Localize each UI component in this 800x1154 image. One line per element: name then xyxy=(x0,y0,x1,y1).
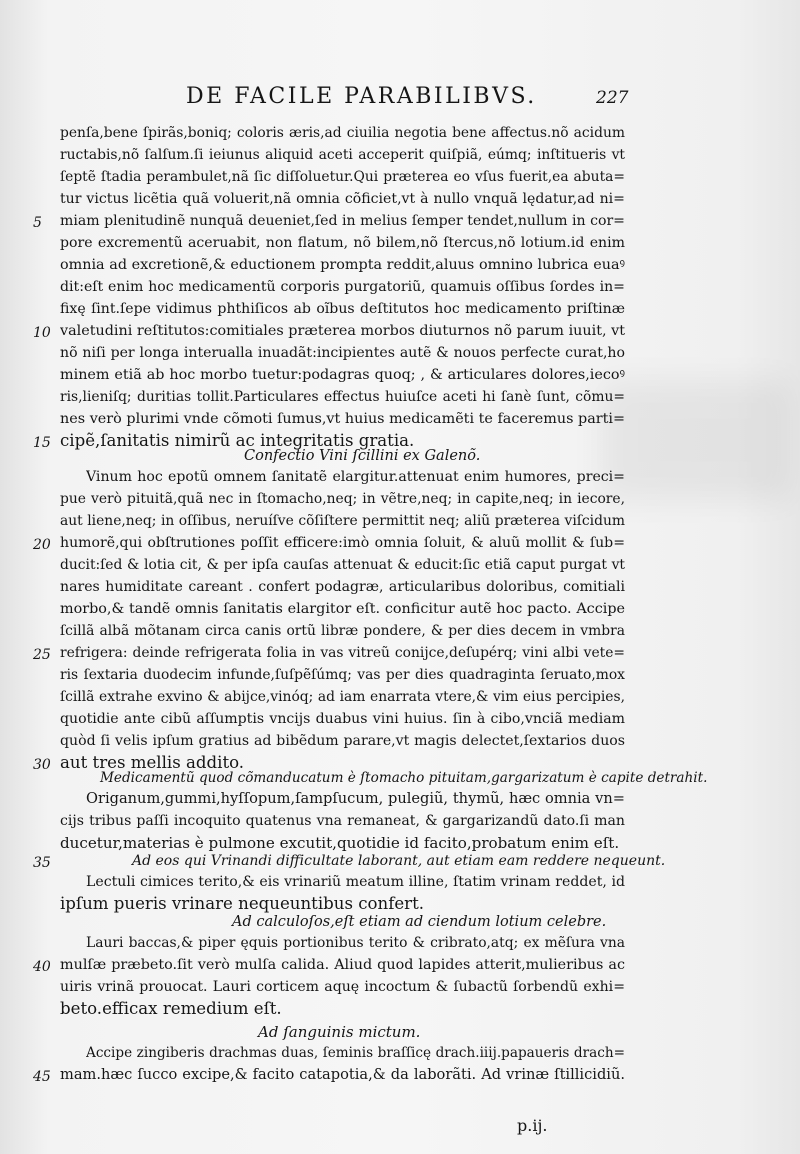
text-line: quòd ſi velis ipſum gratius ad bibẽdum parare,vt magis delectet,ſextarios duos xyxy=(60,733,625,749)
text-line: Origanum,gummi,hyſſopum,ſampſucum, pulegiũ, thymũ, hæc omnia vn= xyxy=(86,790,625,807)
section-heading: Ad eos qui Vrinandi difficultate laborant, aut etiam eam reddere nequeunt. xyxy=(132,853,666,869)
text-line: nes verò plurimi vnde cõmoti ſumus,vt huius medicamẽti te faceremus parti= xyxy=(60,411,625,427)
text-line: omnia ad excretionẽ,& eductionem prompta reddit,aluus omnino lubrica euaꝰ xyxy=(60,257,625,273)
text-line: Vinum hoc epotũ omnem ſanitatẽ elargitur.attenuat enim humores, preci= xyxy=(86,469,625,485)
running-title: DE FACILE PARABILIBVS. xyxy=(186,84,537,109)
text-line: pue verò pituitã,quã nec in ſtomacho,neq; in vẽtre,neq; in capite,neq; in iecore, xyxy=(60,491,625,507)
text-line: mam.hæc ſucco excipe,& facito catapotia,& da laborãti. Ad vrinæ ſtillicidiũ. xyxy=(60,1066,625,1083)
text-line: cipẽ,ſanitatis nimirũ ac integritatis gratia. xyxy=(60,431,415,450)
text-line: ris ſextaria duodecim infunde,ſuſpẽſúmq; vas per dies quadraginta ſeruato,mox xyxy=(60,667,625,683)
text-line: ducit:ſed & lotia cit, & per ipſa cauſas attenuat & educit:ſic etiã caput purgat vt xyxy=(60,557,625,573)
text-line: miam plenitudinẽ nunquã deueniet,ſed in melius ſemper tendet,nullum in cor= xyxy=(60,213,625,229)
line-number: 10 xyxy=(33,325,51,341)
text-line: nõ niſi per longa interualla inuadãt:incipientes autẽ & nouos perfecte curat,ho xyxy=(60,345,625,361)
text-line: humorẽ,qui obſtrutiones poſſit efficere:imò omnia ſoluit, & aluũ mollit & ſub= xyxy=(60,535,625,551)
text-line: penſa,bene ſpirãs,boniq; coloris æris,ad ciuilia negotia bene affectus.nõ acidum xyxy=(60,125,625,141)
text-line: ſeptẽ ſtadia perambulet,nã ſic diſſoluetur.Qui præterea eo vſus fuerit,ea abuta= xyxy=(60,169,625,185)
text-line: quotidie ante cibũ aſſumptis vncijs duabus vini huius. ſin à cibo,vnciã mediam xyxy=(60,711,625,727)
text-line: fixę ſint.ſepe vidimus phthiſicos ab oĩbus deſtitutos hoc medicamento priſtinæ xyxy=(60,301,625,317)
text-line: ipſum pueris vrinare nequeuntibus confert. xyxy=(60,894,425,913)
text-line: tur victus licẽtia quã voluerit,nã omnia cõficiet,vt à nullo vnquã lędatur,ad ni= xyxy=(60,191,625,207)
text-line: refrigera: deinde refrigerata folia in vas vitreũ conijce,deſupérq; vini albi vete= xyxy=(60,645,625,661)
text-line: morbo,& tandẽ omnis ſanitatis elargitor eſt. conficitur autẽ hoc pacto. Accipe xyxy=(60,601,625,617)
text-line: mulſæ præbeto.ſit verò mulſa calida. Aliud quod lapides atterit,mulieribus ac xyxy=(60,957,625,973)
text-line: aut tres mellis addito. xyxy=(60,753,245,772)
text-line: pore excrementũ aceruabit, non flatum, nõ bilem,nõ ſtercus,nõ lotium.id enim xyxy=(60,235,625,251)
signature-mark: p.ij. xyxy=(517,1116,548,1135)
text-line: uiris vrinã prouocat. Lauri corticem aquę incoctum & ſubactũ ſorbendũ exhi= xyxy=(60,979,625,995)
text-line: valetudini reſtitutos:comitiales præterea morbos diuturnos nõ parum iuuit, vt xyxy=(60,323,625,339)
line-number: 5 xyxy=(33,215,42,231)
text-line: nares humiditate careant . confert podagræ, articularibus doloribus, comitiali xyxy=(60,579,625,595)
text-line: ducetur,materias è pulmone excutit,quotidie id facito,probatum enim eſt. xyxy=(60,834,620,852)
line-number: 25 xyxy=(33,647,51,663)
section-heading: Ad calculoſos,eſt etiam ad ciendum lotium celebre. xyxy=(232,914,607,930)
text-line: dit:eſt enim hoc medicamentũ corporis purgatoriũ, quamuis oſſibus ſordes in= xyxy=(60,279,625,295)
text-line: aut liene,neq; in oſſibus, neruíſve cõſiſtere permittit neq; aliũ præterea viſcidum xyxy=(60,513,625,529)
line-number: 15 xyxy=(33,435,51,451)
line-number: 30 xyxy=(33,757,51,773)
text-line: beto.efficax remedium eſt. xyxy=(60,999,282,1018)
text-line: cijs tribus paſſi incoquito quatenus vna remaneat, & gargarizandũ dato.ſi man xyxy=(60,813,625,829)
line-number: 40 xyxy=(33,959,51,975)
text-line: Lectuli cimices terito,& eis vrinariũ meatum illine, ſtatim vrinam reddet, id xyxy=(86,874,625,890)
section-heading: Confectio Vini ſcillini ex Galenõ. xyxy=(244,448,481,464)
line-number: 20 xyxy=(33,537,51,553)
section-heading: Ad ſanguinis mictum. xyxy=(258,1023,421,1041)
text-line: ris,lieniſq; duritias tollit.Particulares effectus huiuſce aceti hi ſanè ſunt, cõmu= xyxy=(60,389,625,405)
text-line: ructabis,nõ ſalſum.ſi ieiunus aliquid aceti acceperit quiſpiã, eúmq; inſtitueris vt xyxy=(60,147,625,163)
text-line: ſcillã albã mõtanam circa canis ortũ libræ pondere, & per dies decem in vmbra xyxy=(60,623,625,639)
section-heading: Medicamentũ quod cõmanducatum è ſtomacho pituitam,gargarizatum è capite detrahit. xyxy=(100,770,708,786)
page-number: 227 xyxy=(596,88,629,108)
text-line: Accipe zingiberis drachmas duas, ſeminis braſſicę drach.iiij.papaueris drach= xyxy=(86,1045,625,1061)
line-number: 45 xyxy=(33,1069,51,1085)
text-line: ſcillã extrahe exvino & abijce,vinóq; ad iam enarrata vtere,& vim eius percipies, xyxy=(60,689,625,705)
show-through-shadow xyxy=(600,380,790,500)
line-number: 35 xyxy=(33,855,51,871)
text-line: Lauri baccas,& piper ęquis portionibus terito & cribrato,atq; ex mẽſura vna xyxy=(86,935,625,951)
text-line: minem etiã ab hoc morbo tuetur:podagras quoq; , & articulares dolores,iecoꝰ xyxy=(60,367,625,383)
